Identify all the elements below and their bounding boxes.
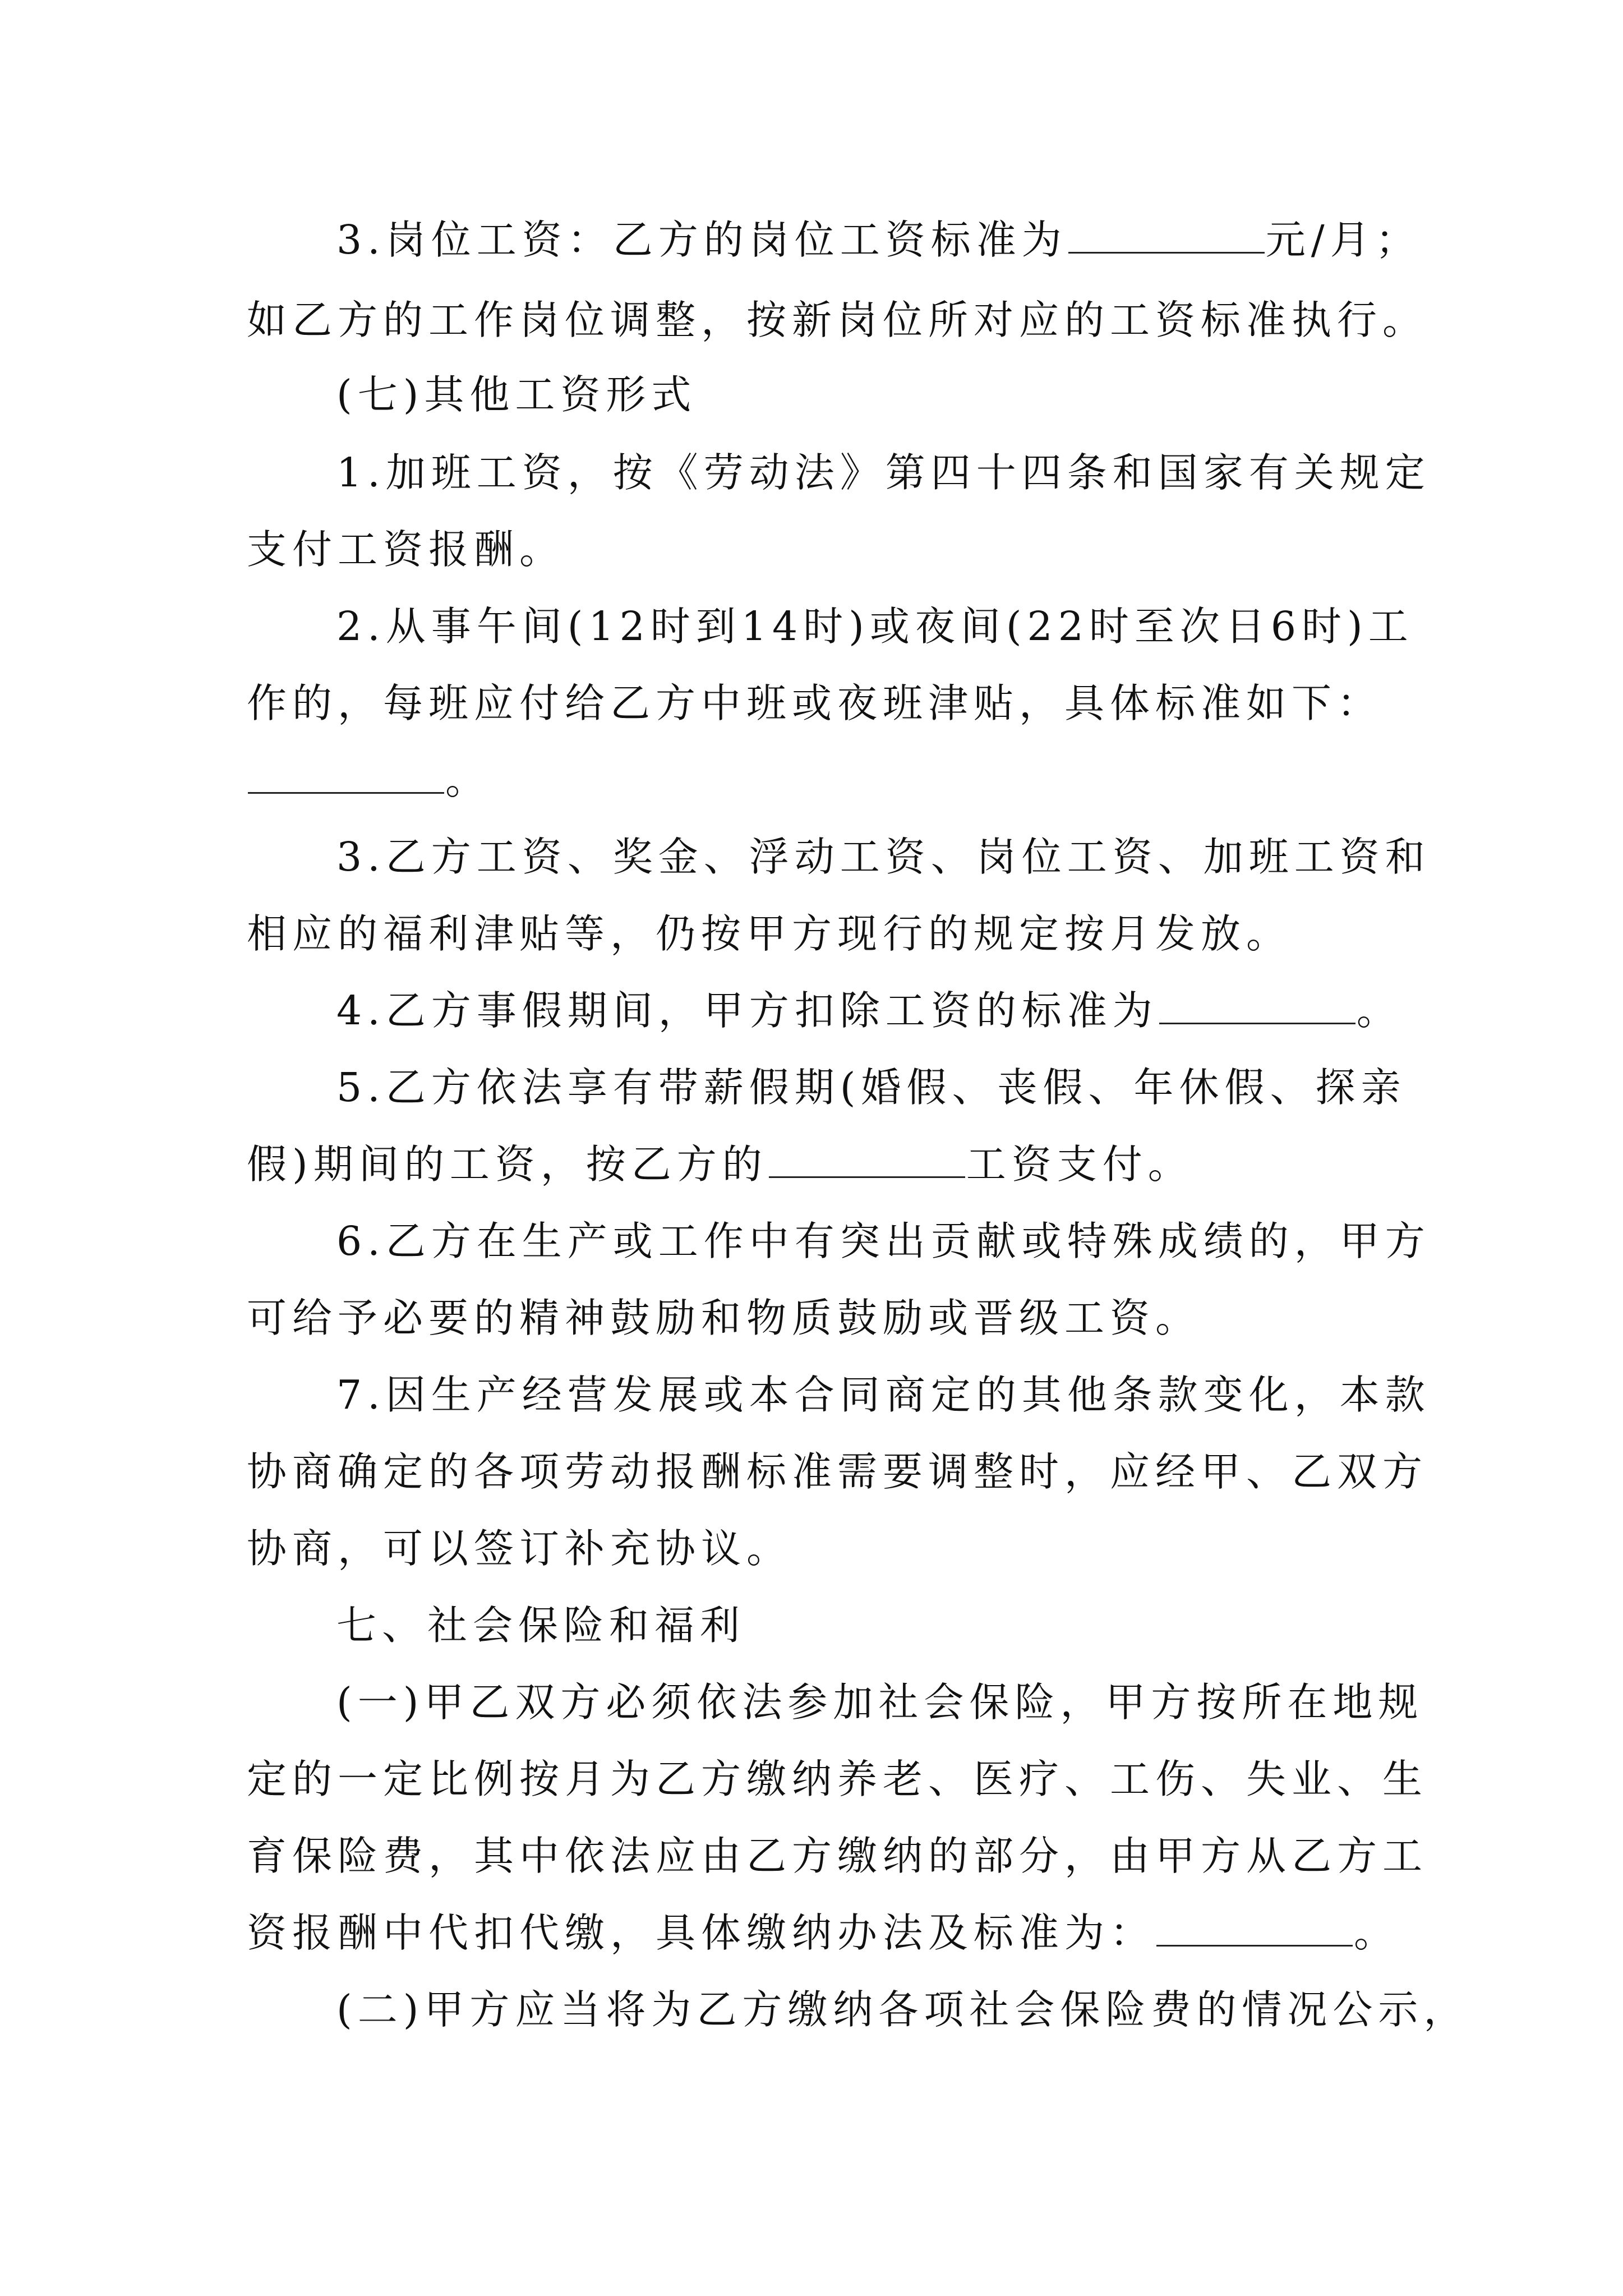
fill-in-blank[interactable] [769, 1142, 965, 1178]
text: 1.加班工资，按《劳动法》第四十四条和国家有关规定 [336, 449, 1431, 496]
text: 3.乙方工资、奖金、浮动工资、岗位工资、加班工资和 [336, 834, 1431, 880]
paragraph-line [247, 523, 565, 577]
paragraph-line [247, 907, 1292, 961]
text: 支付工资报酬。 [247, 526, 565, 573]
paragraph-line [336, 600, 1414, 654]
text: 协商确定的各项劳动报酬标准需要调整时，应经甲、乙双方 [247, 1448, 1428, 1495]
text: 3.岗位工资：乙方的岗位工资标准为 [336, 217, 1067, 263]
text: 育保险费，其中依法应由乙方缴纳的部分，由甲方从乙方工 [247, 1833, 1428, 1879]
text: 作的，每班应付给乙方中班或夜班津贴，具体标准如下： [247, 680, 1383, 726]
text: 工资支付。 [966, 1141, 1193, 1188]
paragraph-line [336, 1061, 1406, 1115]
text: (七)其他工资形式 [336, 371, 697, 418]
paragraph-line [336, 830, 1431, 884]
text: 协商，可以签订补充协议。 [247, 1525, 792, 1572]
text: (二)甲方应当将为乙方缴纳各项社会保险费的情况公示， [336, 1986, 1469, 2033]
paragraph-line [336, 1368, 1431, 1422]
paragraph-line [247, 1906, 1399, 1960]
paragraph-line [247, 753, 491, 807]
paragraph-line [336, 1983, 1469, 2037]
fill-in-blank[interactable] [1068, 217, 1265, 254]
text: 假)期间的工资，按乙方的 [247, 1141, 768, 1188]
section-heading [336, 368, 697, 422]
text: 可给予必要的精神鼓励和物质鼓励或晋级工资。 [247, 1295, 1201, 1341]
paragraph-line [247, 1522, 792, 1576]
text: 定的一定比例按月为乙方缴纳养老、医疗、工伤、失业、生 [247, 1756, 1428, 1802]
paragraph-line [336, 1676, 1423, 1729]
text: 元/月； [1265, 217, 1421, 263]
text: 资报酬中代扣代缴，具体缴纳办法及标准为： [247, 1910, 1156, 1956]
text: 。 [445, 757, 491, 803]
text: 4.乙方事假期间，甲方扣除工资的标准为 [336, 987, 1158, 1034]
paragraph-line [247, 677, 1382, 730]
paragraph-line [336, 213, 1421, 267]
text: 如乙方的工作岗位调整，按新岗位所对应的工资标准执行。 [247, 297, 1428, 343]
paragraph-line [247, 1291, 1201, 1345]
text: 6.乙方在生产或工作中有突出贡献或特殊成绩的，甲方 [336, 1218, 1431, 1264]
fill-in-blank[interactable] [248, 757, 444, 794]
section-heading [336, 1599, 745, 1653]
text: 。 [1356, 987, 1402, 1034]
paragraph-line [247, 1138, 1193, 1191]
text: 2.从事午间(12时到14时)或夜间(22时至次日6时)工 [336, 603, 1414, 650]
paragraph-line [247, 1752, 1428, 1806]
paragraph-line [247, 1829, 1428, 1883]
paragraph-line [336, 446, 1431, 500]
fill-in-blank[interactable] [1159, 988, 1355, 1024]
text: 5.乙方依法享有带薪假期(婚假、丧假、年休假、探亲 [336, 1064, 1407, 1111]
text: (一)甲乙双方必须依法参加社会保险，甲方按所在地规 [336, 1679, 1424, 1726]
text: 7.因生产经营发展或本合同商定的其他条款变化，本款 [336, 1372, 1431, 1418]
paragraph-line [247, 293, 1428, 347]
paragraph-line [247, 1445, 1428, 1499]
paragraph-line [336, 1214, 1431, 1268]
fill-in-blank[interactable] [1156, 1910, 1353, 1947]
text: 相应的福利津贴等，仍按甲方现行的规定按月发放。 [247, 910, 1292, 957]
text: 。 [1354, 1910, 1400, 1956]
paragraph-line [336, 984, 1402, 1038]
text: 七、社会保险和福利 [336, 1602, 746, 1649]
